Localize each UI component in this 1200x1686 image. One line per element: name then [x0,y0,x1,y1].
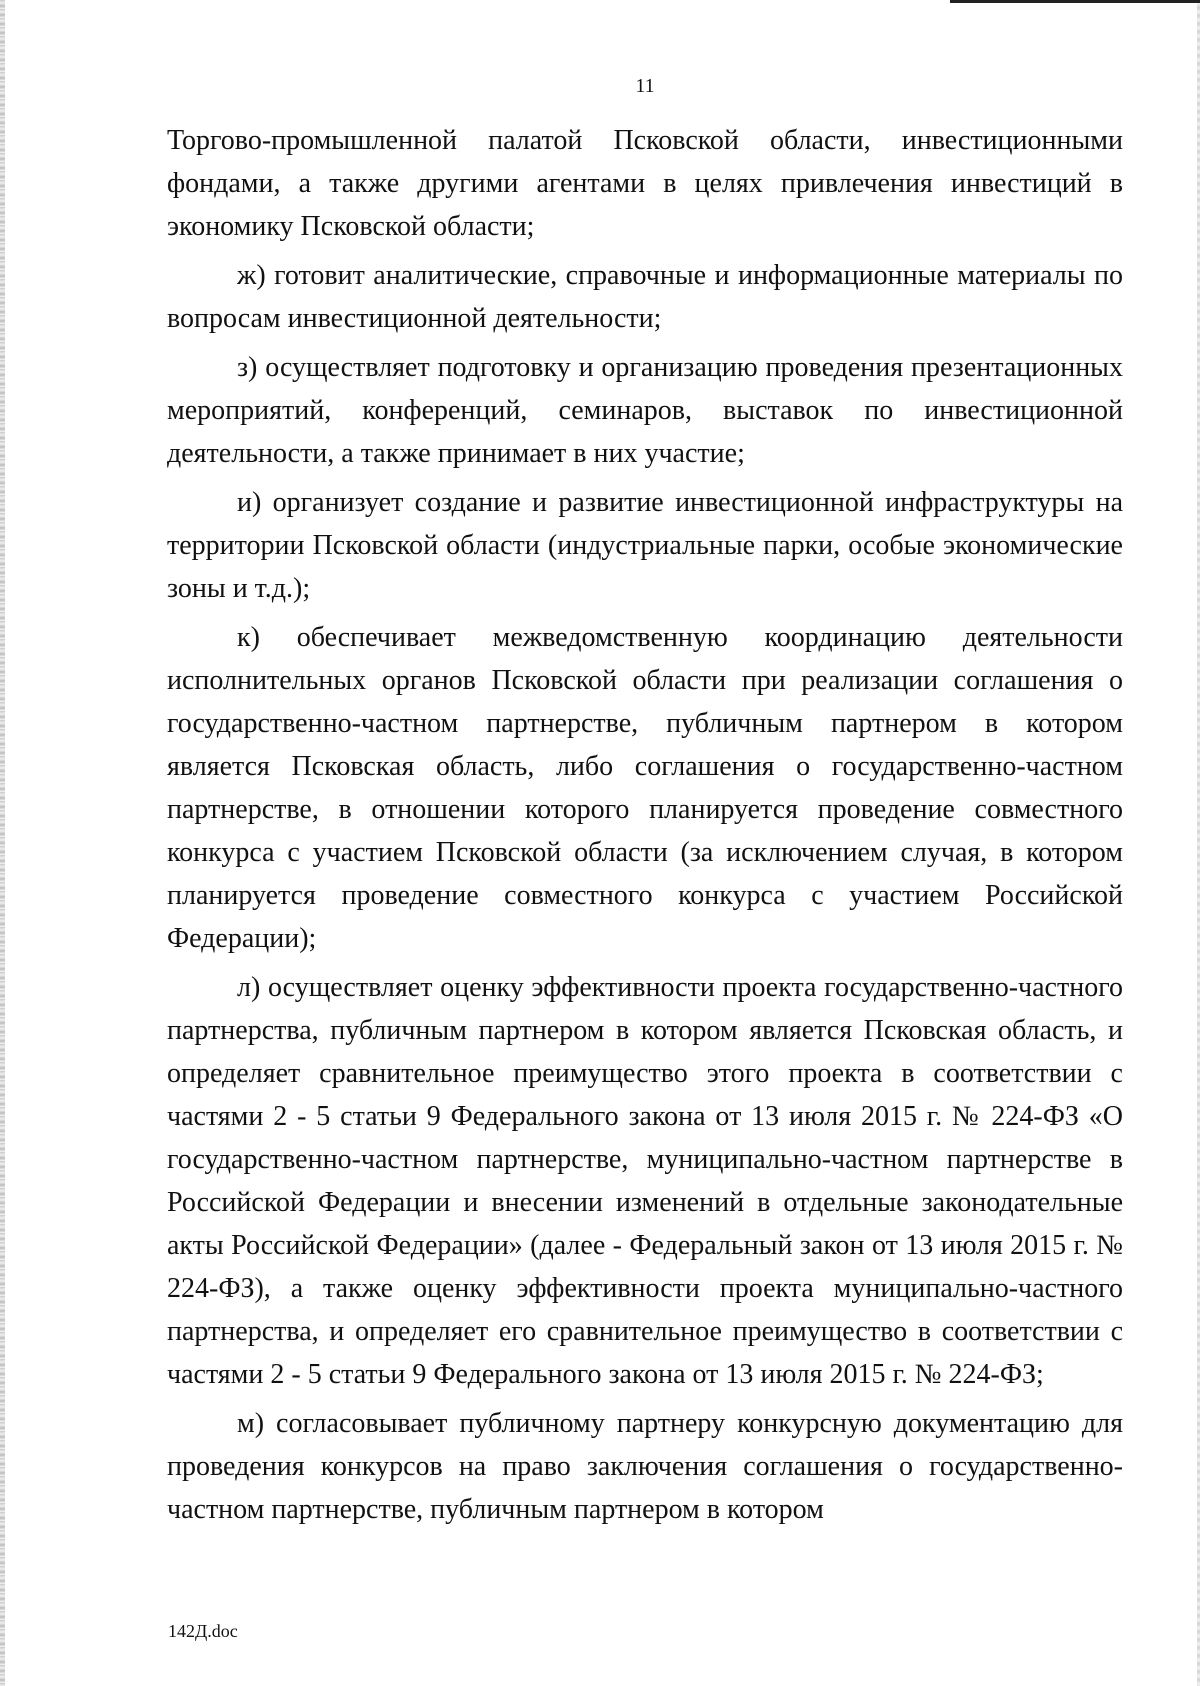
paragraph-item-m: м) согласовывает публичному партнеру конкурсную документацию для проведения конкурсов на право заключения соглашения о государственно-частном партнерстве, публичным партнером в котором [167,1408,1123,1525]
page-number: 11 [635,75,655,97]
paragraph-item-l: л) осуществляет оценку эффективности проекта государственно-частного партнерства, публичным партнером в котором является Псковская область, и определяет сравнительное преимущество этого проекта в соответствии с частями 2 - 5 статьи 9 Федерального закона от 13 июля 2015 г. № 224-ФЗ «О государственно-частном партнерстве, муниципально-частном партнерстве в Российской Федерации и внесении изменений в отдельные законодательные акты Российской Федерации» (далее - Федеральный закон от 13 июля 2015 г. № 224-ФЗ), а также оценку эффективности проекта муниципально-частного партнерства, и определяет его сравнительное преимущество в соответствии с частями 2 - 5 статьи 9 Федерального закона от 13 июля 2015 г. № 224-ФЗ; [167,972,1123,1390]
paragraph-continuation: Торгово-промышленной палатой Псковской области, инвестиционными фондами, а также другими агентами в целях привлечения инвестиций в экономику Псковской области; [167,125,1123,242]
paragraph-item-i: и) организует создание и развитие инвестиционной инфраструктуры на территории Псковской области (индустриальные парки, особые экономические зоны и т.д.); [167,487,1123,604]
document-body [167,119,1123,1537]
scan-edge-left [0,0,5,1686]
footer-filename: 142Д.doc [168,1621,238,1641]
scan-mark-top [950,0,1200,3]
paragraph-item-z: з) осуществляет подготовку и организацию проведения презентационных мероприятий, конференций, семинаров, выставок по инвестиционной деятельности, а также принимает в них участие; [167,352,1123,469]
paragraph-item-k: к) обеспечивает межведомственную координацию деятельности исполнительных органов Псковской области при реализации соглашения о государственно-частном партнерстве, публичным партнером в котором является Псковская область, либо соглашения о государственно-частном партнерстве, в отношении которого планируется проведение совместного конкурса с участием Псковской области (за исключением случая, в котором планируется проведение совместного конкурса с участием Российской Федерации); [167,622,1123,954]
paragraph-item-zh: ж) готовит аналитические, справочные и информационные материалы по вопросам инвестиционной деятельности; [167,260,1123,334]
